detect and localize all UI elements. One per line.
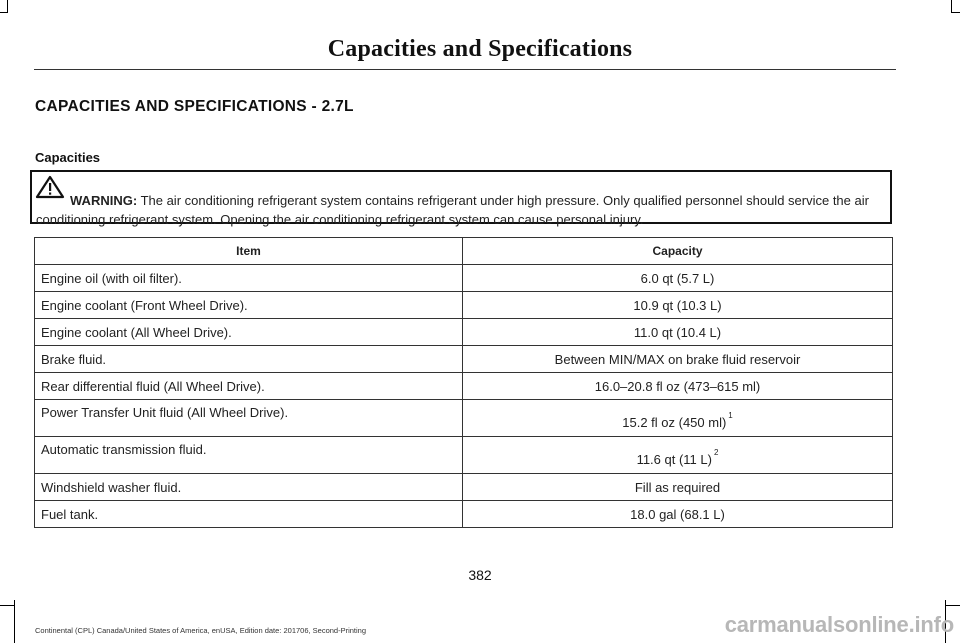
capacity-cell: 11.0 qt (10.4 L) [463, 319, 893, 346]
crop-mark [14, 600, 15, 643]
footnote-marker: 2 [713, 448, 719, 457]
warning-label: WARNING: [70, 193, 138, 208]
item-cell: Windshield washer fluid. [35, 474, 463, 501]
capacity-cell: 6.0 qt (5.7 L) [463, 265, 893, 292]
section-title: CAPACITIES AND SPECIFICATIONS - 2.7L [35, 98, 354, 115]
warning-box [30, 170, 892, 227]
item-cell: Power Transfer Unit fluid (All Wheel Drive). [35, 400, 463, 437]
table-row [35, 400, 893, 437]
header-divider [34, 69, 896, 70]
capacity-cell [463, 437, 893, 474]
crop-mark [946, 605, 960, 606]
capacities-table [34, 237, 893, 528]
capacity-value: 11.6 qt (11 L) [636, 452, 712, 467]
edition-footer: Continental (CPL) Canada/United States of America, enUSA, Edition date: 201706, Second-Printing [35, 626, 367, 635]
table-row [35, 474, 893, 501]
item-cell: Engine coolant (All Wheel Drive). [35, 319, 463, 346]
item-cell: Brake fluid. [35, 346, 463, 373]
table-row [35, 292, 893, 319]
item-cell: Fuel tank. [35, 501, 463, 528]
capacity-cell: 10.9 qt (10.3 L) [463, 292, 893, 319]
item-cell: Engine oil (with oil filter). [35, 265, 463, 292]
warning-triangle-icon [35, 175, 65, 199]
page-number: 382 [468, 567, 492, 583]
page-header-title: Capacities and Specifications [327, 36, 633, 62]
warning-text [36, 191, 882, 229]
capacity-cell: 16.0–20.8 fl oz (473–615 ml) [463, 373, 893, 400]
crop-mark [951, 12, 960, 13]
capacity-value: 15.2 fl oz (450 ml) [622, 415, 727, 430]
table-header-row [35, 238, 893, 265]
table-row [35, 265, 893, 292]
crop-mark [0, 605, 14, 606]
table-row [35, 501, 893, 528]
item-cell: Rear differential fluid (All Wheel Drive). [35, 373, 463, 400]
capacity-cell: 18.0 gal (68.1 L) [463, 501, 893, 528]
crop-mark [0, 12, 8, 13]
footnote-marker: 1 [728, 411, 733, 420]
capacity-cell: Between MIN/MAX on brake fluid reservoir [463, 346, 893, 373]
capacity-cell [463, 400, 893, 437]
capacity-cell: Fill as required [463, 474, 893, 501]
watermark: carmanualsonline.info [724, 612, 954, 637]
item-cell: Engine coolant (Front Wheel Drive). [35, 292, 463, 319]
table-row [35, 319, 893, 346]
subsection-title: Capacities [35, 150, 101, 165]
table-row [35, 373, 893, 400]
table-row [35, 346, 893, 373]
item-cell: Automatic transmission fluid. [35, 437, 463, 474]
table-row [35, 437, 893, 474]
column-header-capacity: Capacity [463, 238, 893, 265]
column-header-item: Item [35, 238, 463, 265]
warning-body: The air conditioning refrigerant system contains refrigerant under high pressure. Only qualified personnel should service the air conditioning refrigerant system. Opening the air conditioning refrigerant system can cause personal injury. [36, 193, 869, 227]
